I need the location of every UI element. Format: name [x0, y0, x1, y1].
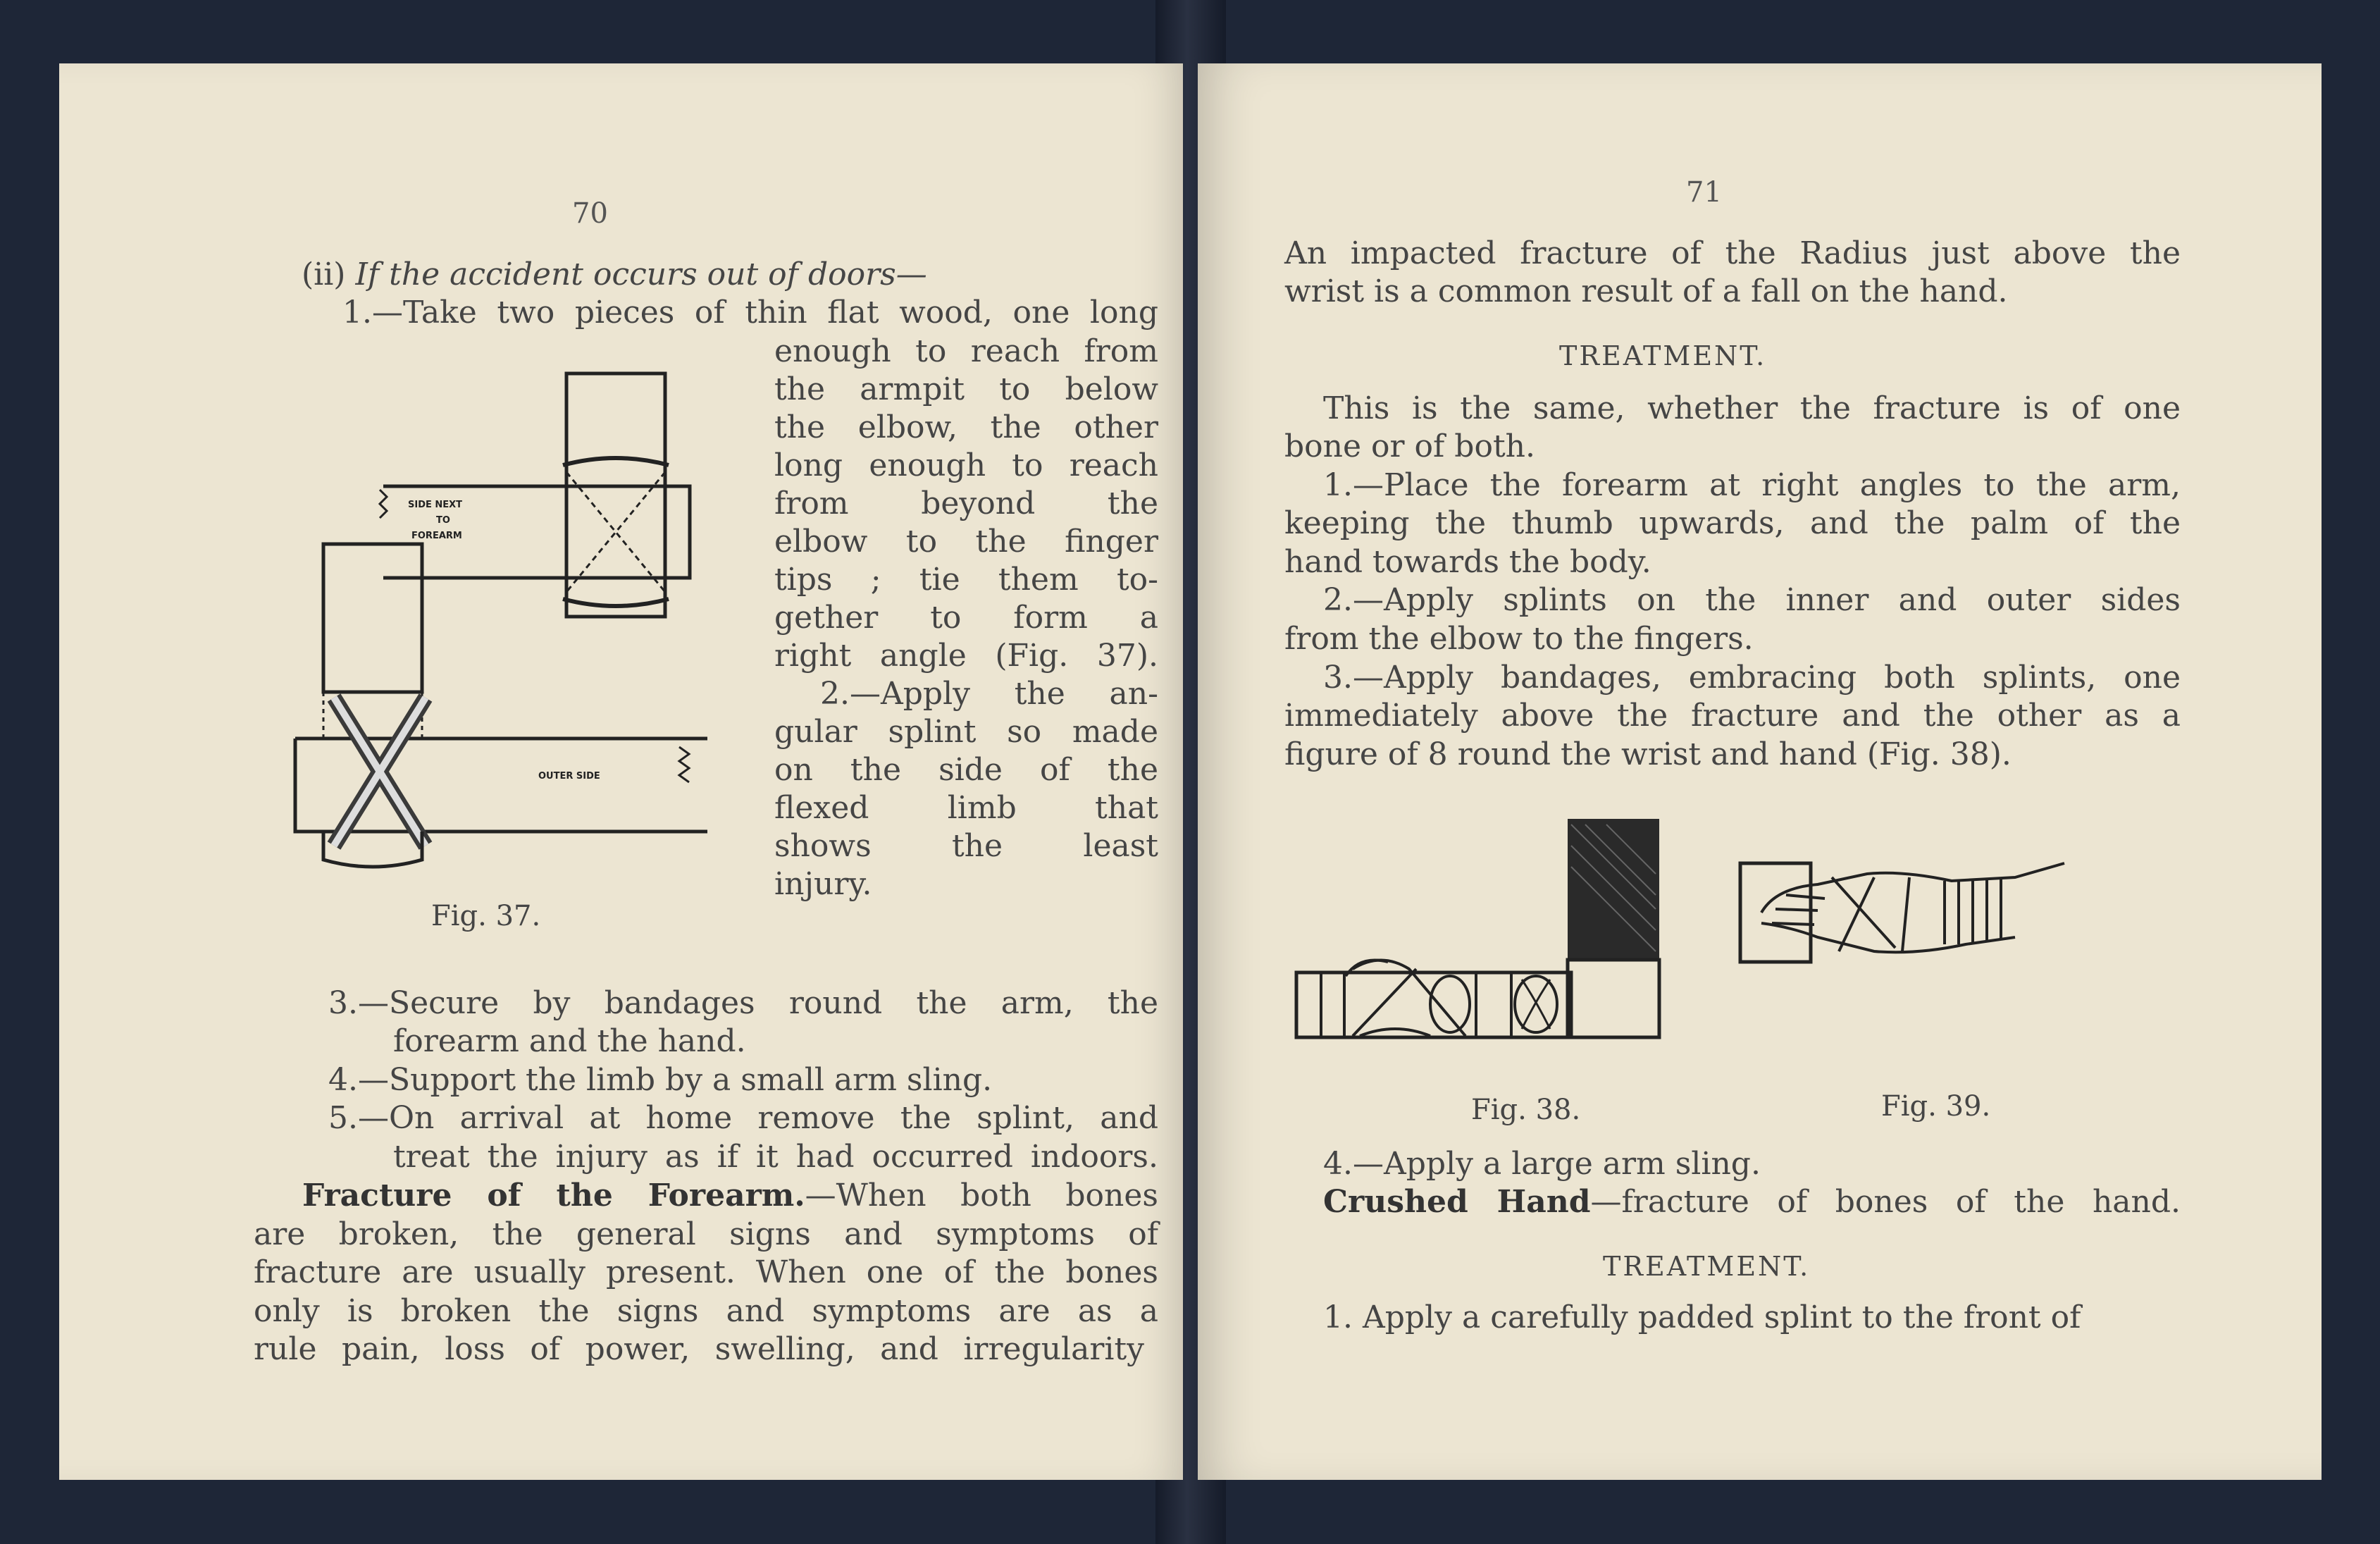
- paragraph-line: rule pain, loss of power, swelling, and irregularity: [254, 1331, 1144, 1367]
- right-page: [1198, 63, 2322, 1480]
- fig-39-illustration: [1733, 846, 2071, 972]
- paragraph-line: 5.—On arrival at home remove the splint, and: [328, 1100, 1158, 1136]
- paragraph-line: figure of 8 round the wrist and hand (Fig. 38).: [1284, 736, 2012, 772]
- left-page: [59, 63, 1183, 1480]
- side-line: gular splint so made: [774, 714, 1158, 750]
- section-title-forearm: Fracture of the Forearm.: [302, 1178, 805, 1213]
- paragraph-line: from the elbow to the fingers.: [1284, 621, 1754, 657]
- figure-caption: Fig. 37.: [431, 900, 541, 932]
- side-line: right angle (Fig. 37).: [774, 638, 1158, 674]
- fig-38-caption: Fig. 38.: [1471, 1094, 1581, 1126]
- paragraph-line: This is the same, whether the fracture is of one: [1323, 390, 2181, 426]
- paragraph-line: wrist is a common result of a fall on the hand.: [1284, 273, 2008, 309]
- paragraph-line: are broken, the general signs and symptoms of: [254, 1216, 1158, 1252]
- paragraph-line: 3.—Secure by bandages round the arm, the: [328, 985, 1158, 1021]
- forearm-paragraph-start: Fracture of the Forearm.—When both bones: [302, 1178, 1158, 1213]
- fig-39-caption: Fig. 39.: [1881, 1090, 1991, 1123]
- side-line: the armpit to below: [774, 371, 1158, 407]
- paragraph-line: An impacted fracture of the Radius just above the: [1284, 235, 2181, 271]
- side-line: elbow to the finger: [774, 524, 1158, 560]
- side-line: flexed limb that: [774, 790, 1158, 826]
- section-heading: (ii) If the accident occurs out of doors—: [302, 257, 927, 292]
- side-line: the elbow, the other: [774, 409, 1158, 445]
- side-line: on the side of the: [774, 752, 1158, 788]
- fig-37-illustration: [285, 366, 721, 874]
- section-title-crushed-hand: Crushed Hand: [1323, 1184, 1591, 1220]
- paragraph-line: 1. Apply a carefully padded splint to the front of: [1323, 1299, 2081, 1335]
- side-line: tips ; tie them to-: [774, 562, 1158, 598]
- fig-label-outer-side: OUTER SIDE: [538, 771, 600, 782]
- page-number: 70: [572, 197, 608, 230]
- side-column: [774, 333, 1158, 907]
- fig-38-illustration: [1289, 810, 1691, 1050]
- paragraph-line: 4.—Support the limb by a small arm sling.: [328, 1062, 993, 1098]
- fig-label-side-next: SIDE NEXT: [408, 500, 463, 510]
- paragraph-line: keeping the thumb upwards, and the palm of the: [1284, 505, 2181, 541]
- paragraph-line: 1.—Place the forearm at right angles to the arm,: [1323, 467, 2181, 503]
- page-number: 71: [1686, 176, 1722, 209]
- paragraph-line: 2.—Apply splints on the inner and outer sides: [1323, 582, 2181, 618]
- side-line: gether to form a: [774, 600, 1158, 636]
- side-line: injury.: [774, 866, 872, 902]
- paragraph-line: immediately above the fracture and the other as a: [1284, 698, 2181, 734]
- paragraph-line: only is broken the signs and symptoms are as a: [254, 1293, 1158, 1329]
- crushed-hand-line: Crushed Hand—fracture of bones of the hand.: [1323, 1184, 2181, 1220]
- side-line: 2.—Apply the an-: [820, 676, 1158, 712]
- paragraph-line: 4.—Apply a large arm sling.: [1323, 1146, 1761, 1182]
- side-line: long enough to reach: [774, 447, 1158, 483]
- paragraph-line: fracture are usually present. When one of the bones: [254, 1254, 1158, 1290]
- paragraph-line: 1.—Take two pieces of thin flat wood, one long: [342, 295, 1158, 331]
- fig-label-forearm: FOREARM: [411, 531, 462, 541]
- paragraph-line: treat the injury as if it had occurred indoors.: [393, 1139, 1158, 1175]
- paragraph-line: bone or of both.: [1284, 428, 1535, 464]
- treatment-heading: TREATMENT.: [1559, 340, 1767, 371]
- treatment-heading: TREATMENT.: [1603, 1251, 1811, 1282]
- paragraph-line: forearm and the hand.: [393, 1023, 746, 1059]
- side-line: from beyond the: [774, 486, 1158, 521]
- fig-label-to: TO: [436, 515, 450, 526]
- side-line: shows the least: [774, 828, 1158, 864]
- paragraph-line: 3.—Apply bandages, embracing both splints, one: [1323, 660, 2181, 696]
- paragraph-line: hand towards the body.: [1284, 544, 1651, 580]
- side-line: enough to reach from: [774, 333, 1158, 369]
